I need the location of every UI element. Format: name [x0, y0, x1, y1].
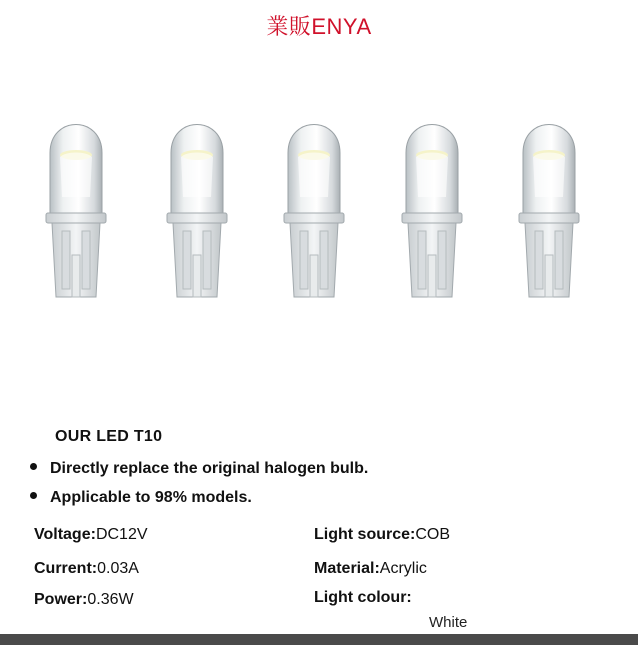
bullet-dot-icon [30, 463, 37, 470]
feature-bullet [30, 460, 368, 478]
spec-label: Light source: [314, 526, 416, 543]
spec-light-colour [314, 589, 412, 607]
spec-value: 0.03A [97, 560, 139, 577]
spec-label: Light colour: [314, 589, 412, 606]
feature-text: Applicable to 98% models. [50, 489, 252, 506]
spec-label: Voltage: [34, 526, 96, 543]
t10-led-bulb-icon [274, 105, 354, 300]
bottom-bar [0, 634, 638, 645]
spec-label: Power: [34, 591, 88, 608]
spec-value-light-colour: White [429, 614, 468, 631]
t10-led-bulb-icon [157, 105, 237, 300]
spec-label: Material: [314, 560, 380, 577]
spec-value: 0.36W [87, 591, 134, 608]
t10-led-bulb-icon [392, 105, 472, 300]
spec-light-source [314, 526, 450, 544]
bullet-dot-icon [30, 492, 37, 499]
spec-material [314, 560, 427, 578]
spec-power [34, 591, 134, 609]
spec-value: Acrylic [379, 560, 427, 577]
spec-value: DC12V [95, 526, 148, 543]
spec-current [34, 560, 139, 578]
feature-text: Directly replace the original halogen bulb. [50, 460, 369, 477]
t10-led-bulb-icon [36, 105, 116, 300]
brand-logo-text: 業販ENYA [266, 14, 372, 39]
product-heading: OUR LED T10 [55, 428, 163, 445]
bulb-row [0, 105, 638, 305]
t10-led-bulb-icon [509, 105, 589, 300]
feature-bullet [30, 489, 252, 507]
spec-voltage [34, 526, 148, 544]
spec-value: COB [415, 526, 451, 543]
spec-label: Current: [34, 560, 98, 577]
